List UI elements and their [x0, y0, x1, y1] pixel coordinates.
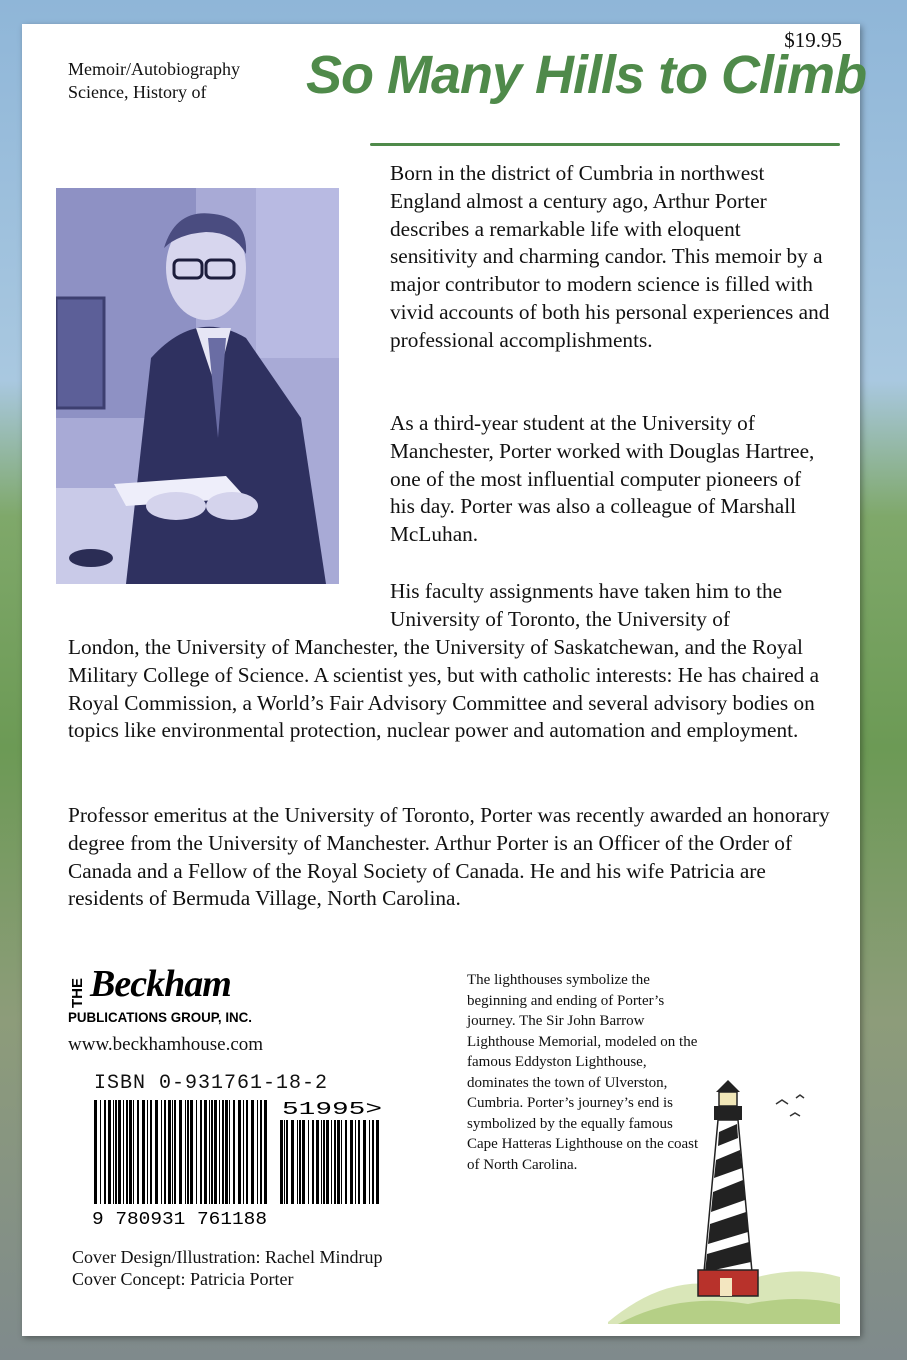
barcode-bar: [200, 1100, 202, 1204]
publisher-subtitle: PUBLICATIONS GROUP, INC.: [68, 1009, 252, 1025]
barcode-bar: [174, 1100, 176, 1204]
barcode-bar: [168, 1100, 171, 1204]
barcode-bar: [323, 1120, 325, 1204]
barcode-bar: [243, 1100, 244, 1204]
barcode-number: 9 780931 761188: [92, 1210, 267, 1226]
barcode-bar: [108, 1100, 111, 1204]
barcode-bar: [251, 1100, 254, 1204]
barcode-bar: [155, 1100, 158, 1204]
barcode-bar: [123, 1100, 124, 1204]
barcode-bar: [190, 1100, 193, 1204]
category-science: Science, History of: [68, 82, 207, 102]
author-photo: [56, 188, 339, 584]
paragraph-student: As a third-year student at the University of Manchester, Porter worked with Douglas Hartree, one of the most influential computer pioneers of his day. Porter was also a colleague of Marshall McLuhan.: [390, 411, 815, 547]
barcode-bar: [376, 1120, 379, 1204]
barcode-bar: [297, 1120, 298, 1204]
title-underline: [370, 143, 840, 146]
back-cover: [22, 24, 867, 1336]
barcode-bar: [358, 1120, 360, 1204]
book-title: So Many Hills to Climb: [306, 45, 867, 105]
barcode-bar: [350, 1120, 353, 1204]
barcode-bar: [214, 1100, 217, 1204]
cover-credits: [72, 1246, 382, 1290]
barcode-bar: [118, 1100, 121, 1204]
barcode-bar: [355, 1120, 356, 1204]
barcode-bar: [316, 1120, 319, 1204]
barcode-bar: [204, 1100, 207, 1204]
paragraph-intro: Born in the district of Cumbria in northwest England almost a century ago, Arthur Porter describes a remarkable life with eloquent sensitivity and charming candor. This memoir by a major contributor to modern science is filled with vivid accounts of both his personal experiences and professional accomplishments.: [390, 161, 830, 352]
barcode-bar: [363, 1120, 366, 1204]
barcode-bar: [142, 1100, 145, 1204]
isbn-barcode: [92, 1096, 270, 1226]
barcode-bar: [312, 1120, 314, 1204]
barcode-bar: [179, 1100, 182, 1204]
barcode-bar: [225, 1100, 228, 1204]
paragraph-faculty: London, the University of Manchester, the University of Saskatchewan, and the Royal Military College of Science. A scientist yes, but with catholic interests: He has chaired a Royal Commission, a World’s Fair Advisory Committee and several advisory bodies on topics like environmental protection, nuclear power and automation and employment.: [68, 635, 820, 743]
barcode-bar: [345, 1120, 347, 1204]
barcode-bar: [369, 1120, 370, 1204]
category-memoir: Memoir/Autobiography: [68, 59, 240, 79]
barcode-bar: [302, 1120, 305, 1204]
price-code: 51995>: [282, 1100, 382, 1120]
barcode-bar: [161, 1100, 162, 1204]
barcode-bar: [246, 1100, 248, 1204]
barcode-bar: [137, 1100, 139, 1204]
barcode-bar: [185, 1100, 186, 1204]
lighthouse-illustration: [608, 1072, 840, 1324]
barcode-bar: [150, 1100, 152, 1204]
barcode-bar: [229, 1100, 230, 1204]
barcode-bar: [147, 1100, 148, 1204]
barcode-bar: [211, 1100, 213, 1204]
barcode-bar: [115, 1100, 117, 1204]
barcode-bar: [94, 1100, 97, 1204]
barcode-bar: [164, 1100, 166, 1204]
barcode-bar: [284, 1120, 285, 1204]
barcode-bar: [372, 1120, 374, 1204]
barcode-bar: [326, 1120, 329, 1204]
category-labels: [68, 58, 240, 104]
publisher-logo: [66, 962, 306, 1037]
barcode-bar: [100, 1100, 101, 1204]
barcode-bar: [299, 1120, 301, 1204]
paragraph-faculty-start: His faculty assignments have taken him to the University of Toronto, the University of: [390, 579, 783, 631]
barcode-bar: [257, 1100, 258, 1204]
publisher-name: Beckham: [90, 963, 231, 1005]
credit-design: Cover Design/Illustration: Rachel Mindrup: [72, 1247, 383, 1267]
barcode-bar: [104, 1100, 106, 1204]
barcode-bar: [331, 1120, 332, 1204]
isbn-label: ISBN 0-931761-18-2: [94, 1072, 329, 1095]
barcode-bar: [133, 1100, 134, 1204]
barcode-bar: [291, 1120, 294, 1204]
barcode-bar: [286, 1120, 288, 1204]
barcode-bar: [129, 1100, 132, 1204]
barcode-bar: [209, 1100, 210, 1204]
barcode-bar: [238, 1100, 241, 1204]
barcode-bar: [321, 1120, 322, 1204]
barcode-bar: [334, 1120, 336, 1204]
barcode-bar: [196, 1100, 197, 1204]
price-label: $19.95: [784, 28, 842, 52]
barcode-bar: [113, 1100, 114, 1204]
barcode-bar: [187, 1100, 189, 1204]
barcode-bar: [233, 1100, 235, 1204]
barcode-bar: [337, 1120, 340, 1204]
barcode-bar: [222, 1100, 224, 1204]
barcode-bar: [264, 1100, 267, 1204]
lighthouse-caption: The lighthouses symbolize the beginning and ending of Porter’s journey. The Sir John Barrow Lighthouse Memorial, modeled on the famous Eddyston Lighthouse, dominates the town of Ulverston, Cumbria. Porter’s journey’s end is symbolized by the equally famous Cape Hatteras Lighthouse on the coast of North Carolina.: [467, 972, 699, 1173]
publisher-the: THE: [69, 978, 86, 1008]
paragraph-emeritus: Professor emeritus at the University of Toronto, Porter was recently awarded an honorary degree from the University of Manchester. Arthur Porter is an Officer of the Order of Canada and a Fellow of the Royal Society of Canada. He and his wife Patricia are residents of Bermuda Village, North Carolina.: [68, 803, 830, 911]
barcode-bar: [341, 1120, 342, 1204]
barcode-bar: [260, 1100, 262, 1204]
barcode-bar: [308, 1120, 309, 1204]
price-addon-barcode: [276, 1096, 384, 1226]
publisher-website: www.beckhamhouse.com: [68, 1034, 264, 1055]
barcode-bar: [280, 1120, 283, 1204]
credit-concept: Cover Concept: Patricia Porter: [72, 1269, 294, 1289]
barcode-bar: [126, 1100, 128, 1204]
barcode-bar: [172, 1100, 173, 1204]
barcode-bar: [219, 1100, 220, 1204]
